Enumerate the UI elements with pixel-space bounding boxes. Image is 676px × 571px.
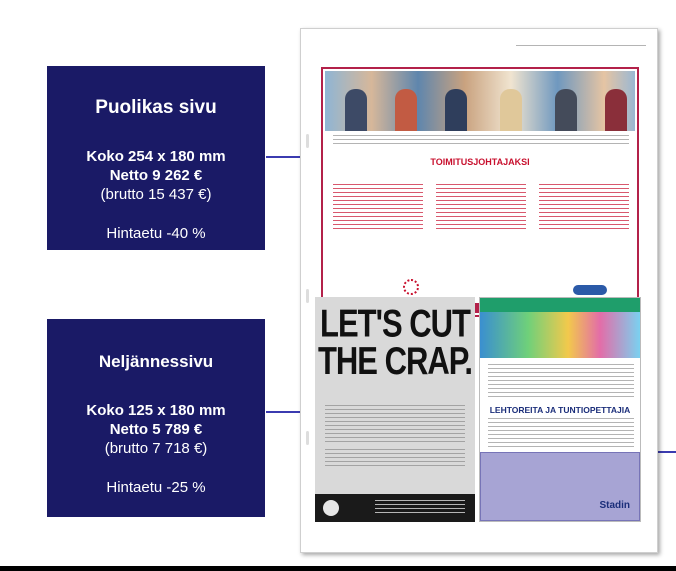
half-page-info-panel <box>47 66 265 250</box>
harley-logo-icon <box>323 500 339 516</box>
stadin-logo: Stadin <box>599 500 630 511</box>
teacher-ad-title: LEHTOREITA JA TUNTIOPETTAJIA <box>489 405 631 415</box>
crap-body-text <box>325 405 465 445</box>
ad-column-text <box>436 184 526 232</box>
crap-footer-text <box>375 500 465 514</box>
half-page-ad <box>321 67 639 317</box>
person-figure <box>605 89 627 131</box>
person-figure <box>445 89 467 131</box>
teacher-ad-intro <box>488 364 634 400</box>
association-logo <box>403 279 419 295</box>
ad-column-text <box>333 184 423 232</box>
crap-headline-line-1: LET'S CUT <box>320 301 470 345</box>
binding-hole <box>306 134 309 148</box>
ad-intro-text <box>333 135 629 147</box>
person-figure <box>555 89 577 131</box>
teacher-ad-image <box>480 312 640 358</box>
crap-headline-line-2: THE CRAP. <box>317 338 473 383</box>
ad-column-text <box>539 184 629 232</box>
quarter-page-ad-right <box>479 297 641 522</box>
page-header-text <box>516 45 646 48</box>
person-figure <box>345 89 367 131</box>
magazine-page <box>300 28 658 553</box>
quarter-page-size: Koko 125 x 180 mm <box>86 402 226 419</box>
quarter-page-discount: Hintaetu -25 % <box>106 479 206 496</box>
person-figure <box>500 89 522 131</box>
bottom-rule <box>0 566 676 571</box>
crap-body-text <box>325 449 465 469</box>
quarter-page-ad-left <box>315 297 475 522</box>
crap-footer <box>315 494 475 522</box>
quarter-page-net-price: Netto 5 789 € <box>109 421 203 438</box>
quarter-page-title: Neljännessivu <box>98 352 214 371</box>
half-page-title: Puolikas sivu <box>95 97 217 118</box>
half-page-net-price: Netto 9 262 € <box>109 167 203 184</box>
teacher-ad-banner <box>480 298 640 312</box>
ad-link-pill <box>573 285 607 295</box>
ad-photo-strip <box>325 71 635 131</box>
half-ad-title: TOIMITUSJOHTAJAKSI <box>430 157 530 167</box>
binding-hole <box>306 431 309 445</box>
half-page-size: Koko 254 x 180 mm <box>86 148 226 165</box>
half-page-discount: Hintaetu -40 % <box>106 225 206 242</box>
person-figure <box>395 89 417 131</box>
teacher-ad-list <box>488 418 634 448</box>
half-page-gross-price: (brutto 15 437 €) <box>100 186 212 203</box>
quarter-page-gross-price: (brutto 7 718 €) <box>104 440 208 457</box>
crap-headline <box>315 301 475 383</box>
quarter-page-info-panel <box>47 319 265 517</box>
binding-hole <box>306 289 309 303</box>
